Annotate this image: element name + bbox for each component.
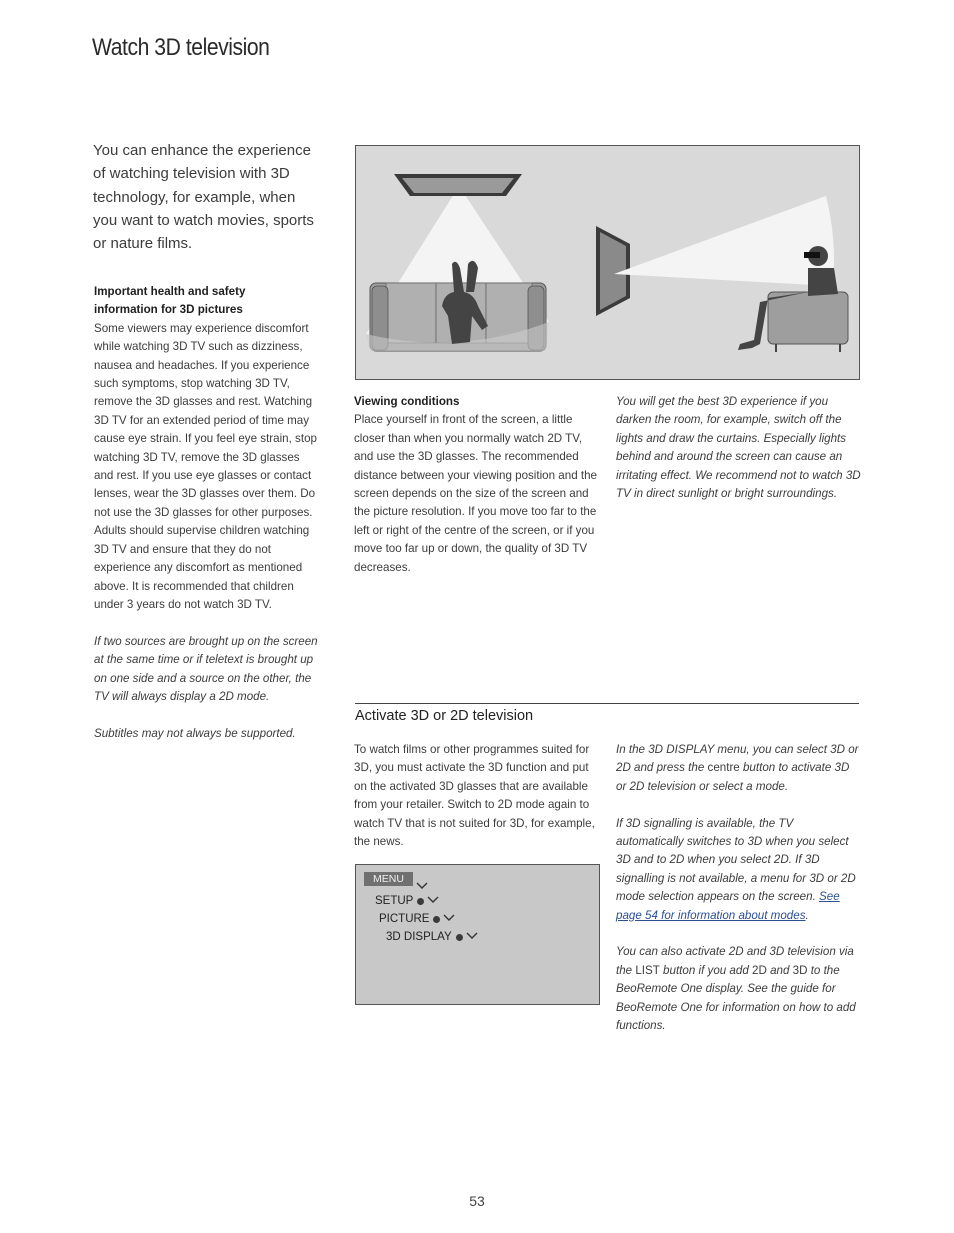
subtitles-note: Subtitles may not always be supported. [94, 726, 296, 740]
chevron-down-icon [443, 913, 455, 925]
menu-setup-label: SETUP [375, 895, 414, 907]
page-title: Watch 3D television [92, 34, 270, 61]
activate-body: To watch films or other programmes suited for 3D, you must activate the 3D function and put on the activated 3D glasses that are available from your retailer. Switch to 2D mode again to watch TV that is not suited for 3D, for example, the news. [354, 743, 595, 849]
signalling-note: If 3D signalling is available, the TV automatically switches to 3D when you select 3D and to 2D when you select 2D. If 3D signalling is not available, a menu for 3D or 2D mode selection appears on the screen. See page 54 for information about modes. [616, 816, 856, 922]
viewing-body: Place yourself in front of the screen, a little closer than when you normally watch 2D TV, and use the 3D glasses. The recommended distance between your viewing position and the screen depends on the size of the screen and the picture resolution. If you move too far to the left or right of the centre of the screen, or if you move too far up or down, the quality of 3D TV decreases. [354, 413, 597, 574]
chevron-down-icon [466, 931, 478, 943]
centre-key: centre [707, 761, 740, 775]
menu-path-box [355, 864, 600, 1005]
menu-row-setup [375, 895, 439, 907]
modes-page-link[interactable]: See page 54 for information about modes [616, 890, 840, 922]
list-key: LIST [635, 963, 660, 977]
menu-picture-label: PICTURE [379, 913, 430, 925]
menu-row-picture [379, 913, 455, 925]
key-2d: 2D [752, 963, 767, 977]
viewing-heading: Viewing conditions [354, 395, 460, 408]
activate-notes [616, 741, 862, 1035]
health-heading-line2: information for 3D pictures [94, 303, 243, 317]
sources-note: If two sources are brought up on the screen at the same time or if teletext is brought up on one side and a source on the other, the TV will always display a 2D mode. [94, 634, 318, 703]
viewing-conditions-section [354, 393, 600, 577]
key-3d: 3D [792, 963, 808, 977]
activate-heading: Activate 3D or 2D television [355, 708, 534, 724]
menu-3d-display-label: 3D DISPLAY [386, 931, 452, 943]
list-button-note: You can also activate 2D and 3D television via the LIST button if you add 2D and 3D to the BeoRemote One display. See the guide for BeoRemote One for information on how to add functions. [616, 945, 856, 1033]
darken-room-note: You will get the best 3D experience if you darken the room, for example, switch off the lights and draw the curtains. Especially lights behind and around the screen can cause an irritating effect. We recommend not to watch 3D TV in direct sunlight or bright surroundings. [616, 395, 861, 501]
intro-paragraph: You can enhance the experience of watching television with 3D technology, for example, when you want to watch movies, sports or nature films. [93, 142, 314, 253]
select-dot-icon [433, 916, 440, 923]
health-safety-section [94, 283, 322, 743]
health-heading-line1: Important health and safety [94, 285, 246, 298]
menu-select-note: In the 3D DISPLAY menu, you can select 3D or 2D and press the centre button to activate 3D or 2D television or select a mode. [616, 743, 859, 793]
chevron-down-icon [427, 895, 439, 907]
viewing-illustration [355, 145, 860, 380]
page-number: 53 [469, 1193, 485, 1209]
select-dot-icon [417, 898, 424, 905]
menu-row-3d-display [386, 931, 478, 943]
health-body: Some viewers may experience discomfort while watching 3D TV such as dizziness, nausea and headaches. If you experience such symptoms, stop watching 3D TV, remove the 3D glasses and rest. Watching 3D TV for an extended period of time may cause eye strain. If you feel eye strain, stop watching 3D TV, remove the 3D glasses and rest. If you use eye glasses or contact lenses, wear the 3D glasses over them. Do not use the 3D glasses for other purposes. Adults should supervise children watching 3D TV and ensure that they do not experience any discomfort as mentioned above. It is recommended that children under 3 years do not watch 3D TV. [94, 321, 317, 611]
section-divider [355, 703, 859, 704]
menu-label: MENU [364, 872, 413, 886]
select-dot-icon [456, 934, 463, 941]
chevron-down-icon [416, 877, 428, 895]
